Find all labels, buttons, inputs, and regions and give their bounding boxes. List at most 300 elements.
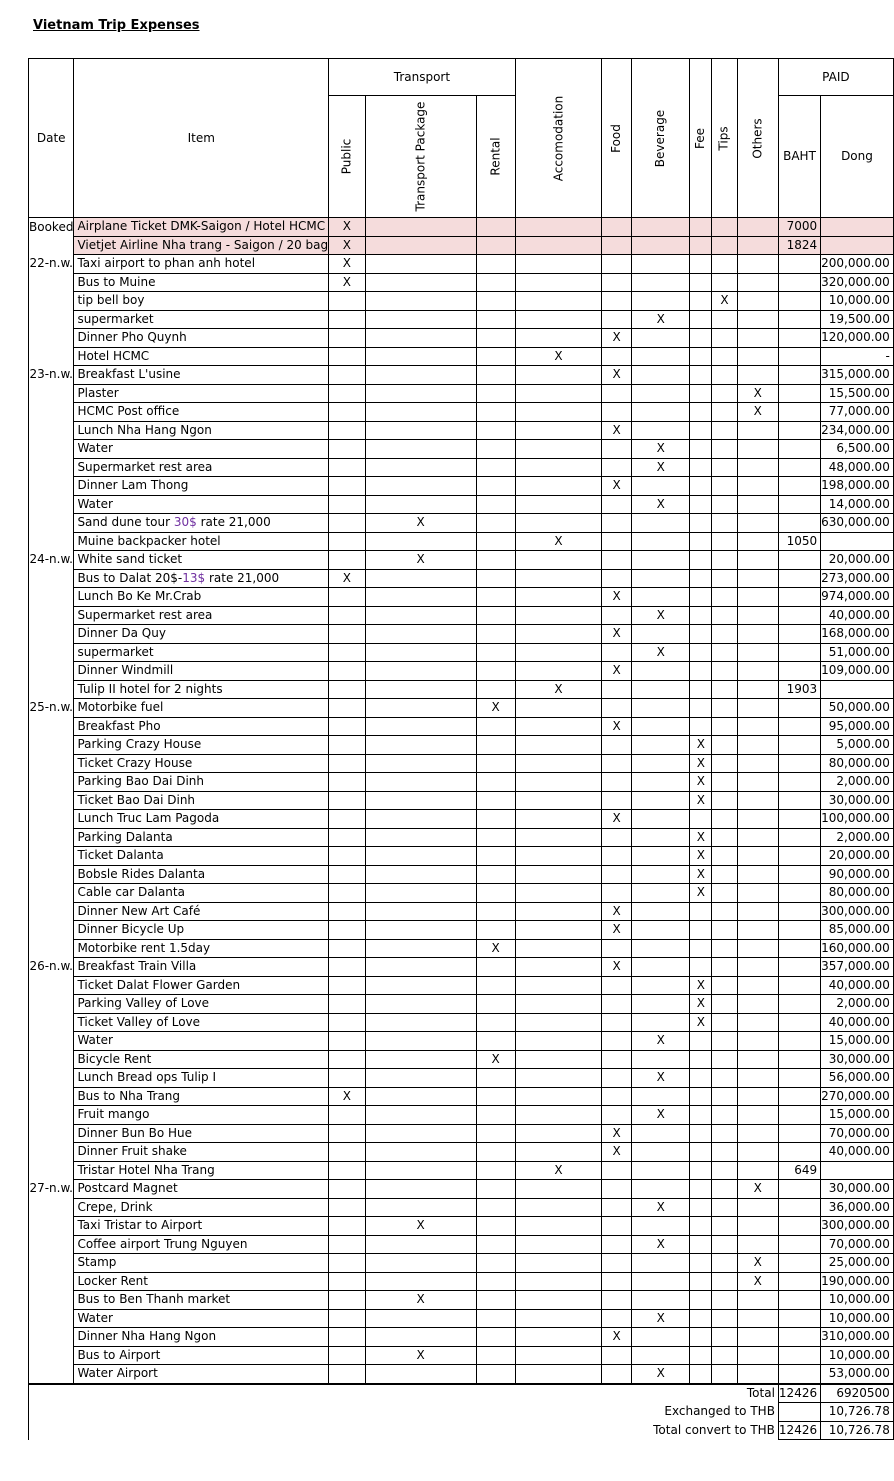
- mark-transport-package: [365, 1161, 476, 1180]
- mark-accomodation: [515, 791, 602, 810]
- mark-fee: [690, 606, 712, 625]
- mark-beverage: [632, 736, 690, 755]
- table-row: [29, 1124, 894, 1143]
- mark-others: [737, 551, 778, 570]
- mark-tips: [712, 1291, 737, 1310]
- row-item: Water: [74, 440, 329, 459]
- mark-tips: [712, 939, 737, 958]
- row-date: [29, 902, 74, 921]
- mark-rental: [476, 921, 515, 940]
- mark-rental: [476, 1069, 515, 1088]
- mark-food: [602, 458, 632, 477]
- mark-rental: [476, 329, 515, 348]
- table-row: [29, 680, 894, 699]
- mark-accomodation: [515, 292, 602, 311]
- mark-beverage: [632, 902, 690, 921]
- mark-food: [602, 347, 632, 366]
- mark-public: [329, 458, 366, 477]
- mark-beverage: [632, 218, 690, 237]
- row-baht: [778, 773, 820, 792]
- row-item: Breakfast Pho: [74, 717, 329, 736]
- row-dong: 95,000.00: [821, 717, 894, 736]
- mark-transport-package: [365, 218, 476, 237]
- mark-others: [737, 1309, 778, 1328]
- table-row: [29, 1050, 894, 1069]
- header-accomodation: Accomodation: [515, 59, 602, 218]
- mark-tips: [712, 384, 737, 403]
- mark-accomodation: [515, 828, 602, 847]
- mark-beverage: X: [632, 440, 690, 459]
- mark-accomodation: [515, 662, 602, 681]
- mark-public: [329, 921, 366, 940]
- row-date: [29, 828, 74, 847]
- mark-accomodation: [515, 884, 602, 903]
- mark-fee: [690, 1087, 712, 1106]
- mark-transport-package: [365, 329, 476, 348]
- mark-beverage: [632, 1124, 690, 1143]
- mark-tips: [712, 1328, 737, 1347]
- mark-fee: [690, 218, 712, 237]
- row-baht: [778, 921, 820, 940]
- mark-tips: [712, 773, 737, 792]
- table-row: [29, 773, 894, 792]
- mark-accomodation: [515, 699, 602, 718]
- row-dong: 30,000.00: [821, 1050, 894, 1069]
- mark-transport-package: [365, 236, 476, 255]
- table-row: [29, 514, 894, 533]
- row-item: Ticket Bao Dai Dinh: [74, 791, 329, 810]
- row-date: [29, 477, 74, 496]
- mark-rental: [476, 1143, 515, 1162]
- mark-transport-package: [365, 662, 476, 681]
- mark-rental: [476, 606, 515, 625]
- mark-food: [602, 1365, 632, 1384]
- mark-fee: X: [690, 773, 712, 792]
- table-row: [29, 1013, 894, 1032]
- mark-rental: [476, 236, 515, 255]
- row-dong: 200,000.00: [821, 255, 894, 274]
- mark-tips: [712, 662, 737, 681]
- table-row: [29, 310, 894, 329]
- mark-rental: [476, 532, 515, 551]
- mark-rental: [476, 477, 515, 496]
- mark-public: [329, 1217, 366, 1236]
- table-row: [29, 1217, 894, 1236]
- row-item: Water: [74, 495, 329, 514]
- row-baht: [778, 847, 820, 866]
- row-baht: [778, 1346, 820, 1365]
- row-dong: 10,000.00: [821, 292, 894, 311]
- row-dong: 300,000.00: [821, 1217, 894, 1236]
- table-row: [29, 902, 894, 921]
- mark-rental: [476, 1254, 515, 1273]
- row-item: Tulip II hotel for 2 nights: [74, 680, 329, 699]
- row-dong: [821, 218, 894, 237]
- mark-transport-package: X: [365, 1346, 476, 1365]
- mark-food: X: [602, 958, 632, 977]
- mark-public: [329, 643, 366, 662]
- row-item: Bus to Nha Trang: [74, 1087, 329, 1106]
- row-dong: 198,000.00: [821, 477, 894, 496]
- mark-others: [737, 1013, 778, 1032]
- mark-transport-package: [365, 588, 476, 607]
- table-row: [29, 717, 894, 736]
- mark-accomodation: [515, 1069, 602, 1088]
- row-baht: [778, 551, 820, 570]
- row-date: [29, 1050, 74, 1069]
- mark-fee: [690, 662, 712, 681]
- mark-rental: [476, 625, 515, 644]
- mark-transport-package: [365, 477, 476, 496]
- mark-transport-package: [365, 532, 476, 551]
- row-item: Breakfast L'usine: [74, 366, 329, 385]
- row-item: Water: [74, 1309, 329, 1328]
- row-date: [29, 791, 74, 810]
- row-dong: 15,000.00: [821, 1032, 894, 1051]
- row-date: [29, 1309, 74, 1328]
- table-row: [29, 218, 894, 237]
- row-dong: 40,000.00: [821, 1013, 894, 1032]
- mark-public: X: [329, 236, 366, 255]
- row-dong: 70,000.00: [821, 1124, 894, 1143]
- mark-others: X: [737, 1272, 778, 1291]
- mark-others: [737, 939, 778, 958]
- mark-accomodation: [515, 569, 602, 588]
- mark-tips: [712, 495, 737, 514]
- mark-tips: [712, 1346, 737, 1365]
- mark-transport-package: X: [365, 1291, 476, 1310]
- mark-accomodation: X: [515, 1161, 602, 1180]
- row-baht: [778, 514, 820, 533]
- table-row: [29, 551, 894, 570]
- mark-accomodation: [515, 865, 602, 884]
- table-row: [29, 569, 894, 588]
- row-dong: 19,500.00: [821, 310, 894, 329]
- row-date: 22-n.w.: [29, 255, 74, 274]
- mark-rental: [476, 847, 515, 866]
- mark-transport-package: [365, 1050, 476, 1069]
- mark-beverage: [632, 995, 690, 1014]
- mark-rental: [476, 680, 515, 699]
- mark-beverage: [632, 1217, 690, 1236]
- mark-food: [602, 1291, 632, 1310]
- mark-others: [737, 236, 778, 255]
- mark-beverage: [632, 976, 690, 995]
- row-baht: [778, 976, 820, 995]
- row-baht: [778, 1050, 820, 1069]
- row-baht: [778, 347, 820, 366]
- row-item: Dinner New Art Café: [74, 902, 329, 921]
- mark-tips: [712, 810, 737, 829]
- mark-public: [329, 310, 366, 329]
- mark-tips: [712, 1272, 737, 1291]
- row-dong: [821, 1161, 894, 1180]
- mark-accomodation: [515, 773, 602, 792]
- summary-dong: 10,726.78: [821, 1421, 894, 1440]
- mark-public: [329, 588, 366, 607]
- mark-food: [602, 551, 632, 570]
- mark-public: [329, 1032, 366, 1051]
- mark-food: [602, 218, 632, 237]
- mark-others: [737, 662, 778, 681]
- mark-rental: [476, 421, 515, 440]
- summary-label: Exchanged to THB: [29, 1403, 779, 1422]
- mark-transport-package: [365, 921, 476, 940]
- row-date: [29, 773, 74, 792]
- row-baht: [778, 1143, 820, 1162]
- row-dong: 100,000.00: [821, 810, 894, 829]
- mark-accomodation: [515, 366, 602, 385]
- mark-tips: [712, 1050, 737, 1069]
- mark-others: [737, 1235, 778, 1254]
- mark-food: X: [602, 662, 632, 681]
- mark-others: [737, 773, 778, 792]
- mark-public: [329, 662, 366, 681]
- row-date: [29, 403, 74, 422]
- table-row: [29, 754, 894, 773]
- mark-accomodation: [515, 1254, 602, 1273]
- mark-beverage: [632, 1013, 690, 1032]
- summary-row: [29, 1384, 894, 1403]
- mark-food: [602, 1050, 632, 1069]
- mark-transport-package: [365, 1124, 476, 1143]
- row-item: Sand dune tour 30$ rate 21,000: [74, 514, 329, 533]
- mark-food: [602, 1254, 632, 1273]
- mark-fee: X: [690, 976, 712, 995]
- mark-beverage: [632, 625, 690, 644]
- row-item: Dinner Bun Bo Hue: [74, 1124, 329, 1143]
- mark-food: [602, 1198, 632, 1217]
- table-row: [29, 958, 894, 977]
- row-date: [29, 384, 74, 403]
- mark-beverage: [632, 292, 690, 311]
- mark-tips: [712, 403, 737, 422]
- mark-beverage: [632, 1050, 690, 1069]
- mark-beverage: [632, 810, 690, 829]
- mark-rental: [476, 1087, 515, 1106]
- mark-beverage: X: [632, 1235, 690, 1254]
- row-date: 24-n.w.: [29, 551, 74, 570]
- table-row: [29, 1365, 894, 1384]
- mark-food: [602, 273, 632, 292]
- row-date: [29, 606, 74, 625]
- row-item: Bus to Airport: [74, 1346, 329, 1365]
- row-date: [29, 292, 74, 311]
- mark-accomodation: [515, 1365, 602, 1384]
- mark-others: [737, 995, 778, 1014]
- mark-rental: [476, 1180, 515, 1199]
- mark-accomodation: [515, 1309, 602, 1328]
- mark-accomodation: [515, 1087, 602, 1106]
- table-row: [29, 273, 894, 292]
- row-item: Bicycle Rent: [74, 1050, 329, 1069]
- mark-public: [329, 440, 366, 459]
- row-baht: [778, 1032, 820, 1051]
- row-date: [29, 236, 74, 255]
- mark-tips: [712, 865, 737, 884]
- row-date: [29, 921, 74, 940]
- mark-rental: [476, 1235, 515, 1254]
- document-title: Vietnam Trip Expenses: [33, 18, 200, 33]
- mark-rental: [476, 1124, 515, 1143]
- mark-public: [329, 976, 366, 995]
- mark-food: X: [602, 366, 632, 385]
- row-dong: 10,000.00: [821, 1291, 894, 1310]
- row-item: Dinner Windmill: [74, 662, 329, 681]
- mark-fee: X: [690, 1013, 712, 1032]
- mark-accomodation: [515, 921, 602, 940]
- mark-fee: [690, 939, 712, 958]
- row-dong: 15,000.00: [821, 1106, 894, 1125]
- mark-tips: [712, 902, 737, 921]
- row-item: supermarket: [74, 310, 329, 329]
- mark-beverage: [632, 551, 690, 570]
- mark-tips: [712, 1217, 737, 1236]
- mark-others: [737, 921, 778, 940]
- mark-fee: X: [690, 736, 712, 755]
- row-dong: 40,000.00: [821, 1143, 894, 1162]
- mark-public: [329, 1365, 366, 1384]
- row-date: [29, 495, 74, 514]
- row-item: Parking Valley of Love: [74, 995, 329, 1014]
- mark-public: [329, 810, 366, 829]
- mark-accomodation: [515, 1328, 602, 1347]
- mark-fee: [690, 236, 712, 255]
- mark-fee: [690, 1365, 712, 1384]
- mark-transport-package: [365, 717, 476, 736]
- mark-fee: [690, 1346, 712, 1365]
- mark-rental: [476, 1346, 515, 1365]
- mark-fee: X: [690, 884, 712, 903]
- row-baht: 649: [778, 1161, 820, 1180]
- row-date: [29, 569, 74, 588]
- mark-food: [602, 532, 632, 551]
- mark-others: [737, 958, 778, 977]
- mark-accomodation: [515, 588, 602, 607]
- mark-tips: [712, 1180, 737, 1199]
- table-row: [29, 736, 894, 755]
- mark-food: [602, 255, 632, 274]
- mark-accomodation: [515, 329, 602, 348]
- mark-rental: X: [476, 939, 515, 958]
- row-dong: 300,000.00: [821, 902, 894, 921]
- row-dong: 80,000.00: [821, 754, 894, 773]
- mark-beverage: X: [632, 1032, 690, 1051]
- header-baht: BAHT: [778, 96, 820, 218]
- row-date: [29, 1032, 74, 1051]
- row-item: Dinner Fruit shake: [74, 1143, 329, 1162]
- mark-others: [737, 791, 778, 810]
- expense-table: [28, 58, 894, 1440]
- mark-others: [737, 1346, 778, 1365]
- row-date: [29, 514, 74, 533]
- row-dong: 20,000.00: [821, 847, 894, 866]
- mark-public: [329, 347, 366, 366]
- row-dong: 48,000.00: [821, 458, 894, 477]
- mark-food: [602, 236, 632, 255]
- mark-others: [737, 569, 778, 588]
- mark-accomodation: [515, 514, 602, 533]
- row-dong: 630,000.00: [821, 514, 894, 533]
- mark-food: X: [602, 902, 632, 921]
- mark-tips: [712, 1161, 737, 1180]
- mark-beverage: X: [632, 643, 690, 662]
- row-date: [29, 1254, 74, 1273]
- mark-rental: [476, 495, 515, 514]
- row-dong: 20,000.00: [821, 551, 894, 570]
- mark-public: [329, 514, 366, 533]
- row-baht: [778, 273, 820, 292]
- row-item: Lunch Bread ops Tulip I: [74, 1069, 329, 1088]
- mark-food: [602, 495, 632, 514]
- mark-accomodation: [515, 1143, 602, 1162]
- row-date: [29, 1365, 74, 1384]
- row-date: [29, 717, 74, 736]
- mark-transport-package: [365, 865, 476, 884]
- table-row: [29, 1069, 894, 1088]
- row-date: [29, 1272, 74, 1291]
- table-row: [29, 976, 894, 995]
- row-baht: [778, 1180, 820, 1199]
- row-dong: 36,000.00: [821, 1198, 894, 1217]
- mark-accomodation: [515, 958, 602, 977]
- row-dong: 310,000.00: [821, 1328, 894, 1347]
- mark-tips: [712, 680, 737, 699]
- mark-accomodation: [515, 939, 602, 958]
- table-row: [29, 1106, 894, 1125]
- row-date: [29, 1346, 74, 1365]
- table-row: [29, 791, 894, 810]
- mark-food: [602, 514, 632, 533]
- mark-others: [737, 1032, 778, 1051]
- mark-rental: [476, 1161, 515, 1180]
- row-item: tip bell boy: [74, 292, 329, 311]
- row-baht: [778, 1013, 820, 1032]
- mark-public: [329, 791, 366, 810]
- mark-others: [737, 976, 778, 995]
- row-dong: 6,500.00: [821, 440, 894, 459]
- mark-others: [737, 532, 778, 551]
- row-date: [29, 1013, 74, 1032]
- mark-tips: [712, 1235, 737, 1254]
- mark-food: [602, 791, 632, 810]
- mark-rental: [476, 902, 515, 921]
- row-item: Cable car Dalanta: [74, 884, 329, 903]
- row-baht: [778, 1365, 820, 1384]
- mark-food: X: [602, 477, 632, 496]
- row-baht: [778, 865, 820, 884]
- mark-others: [737, 514, 778, 533]
- row-dong: 10,000.00: [821, 1309, 894, 1328]
- mark-accomodation: [515, 551, 602, 570]
- mark-tips: [712, 532, 737, 551]
- row-dong: 10,000.00: [821, 1346, 894, 1365]
- row-baht: [778, 1198, 820, 1217]
- row-baht: [778, 995, 820, 1014]
- mark-fee: [690, 366, 712, 385]
- row-date: [29, 662, 74, 681]
- header-transport: Transport: [329, 59, 516, 96]
- mark-tips: [712, 884, 737, 903]
- mark-tips: [712, 699, 737, 718]
- mark-beverage: [632, 329, 690, 348]
- row-dong: 974,000.00: [821, 588, 894, 607]
- mark-accomodation: [515, 1124, 602, 1143]
- mark-fee: X: [690, 791, 712, 810]
- mark-transport-package: [365, 292, 476, 311]
- mark-food: X: [602, 1124, 632, 1143]
- mark-rental: [476, 1365, 515, 1384]
